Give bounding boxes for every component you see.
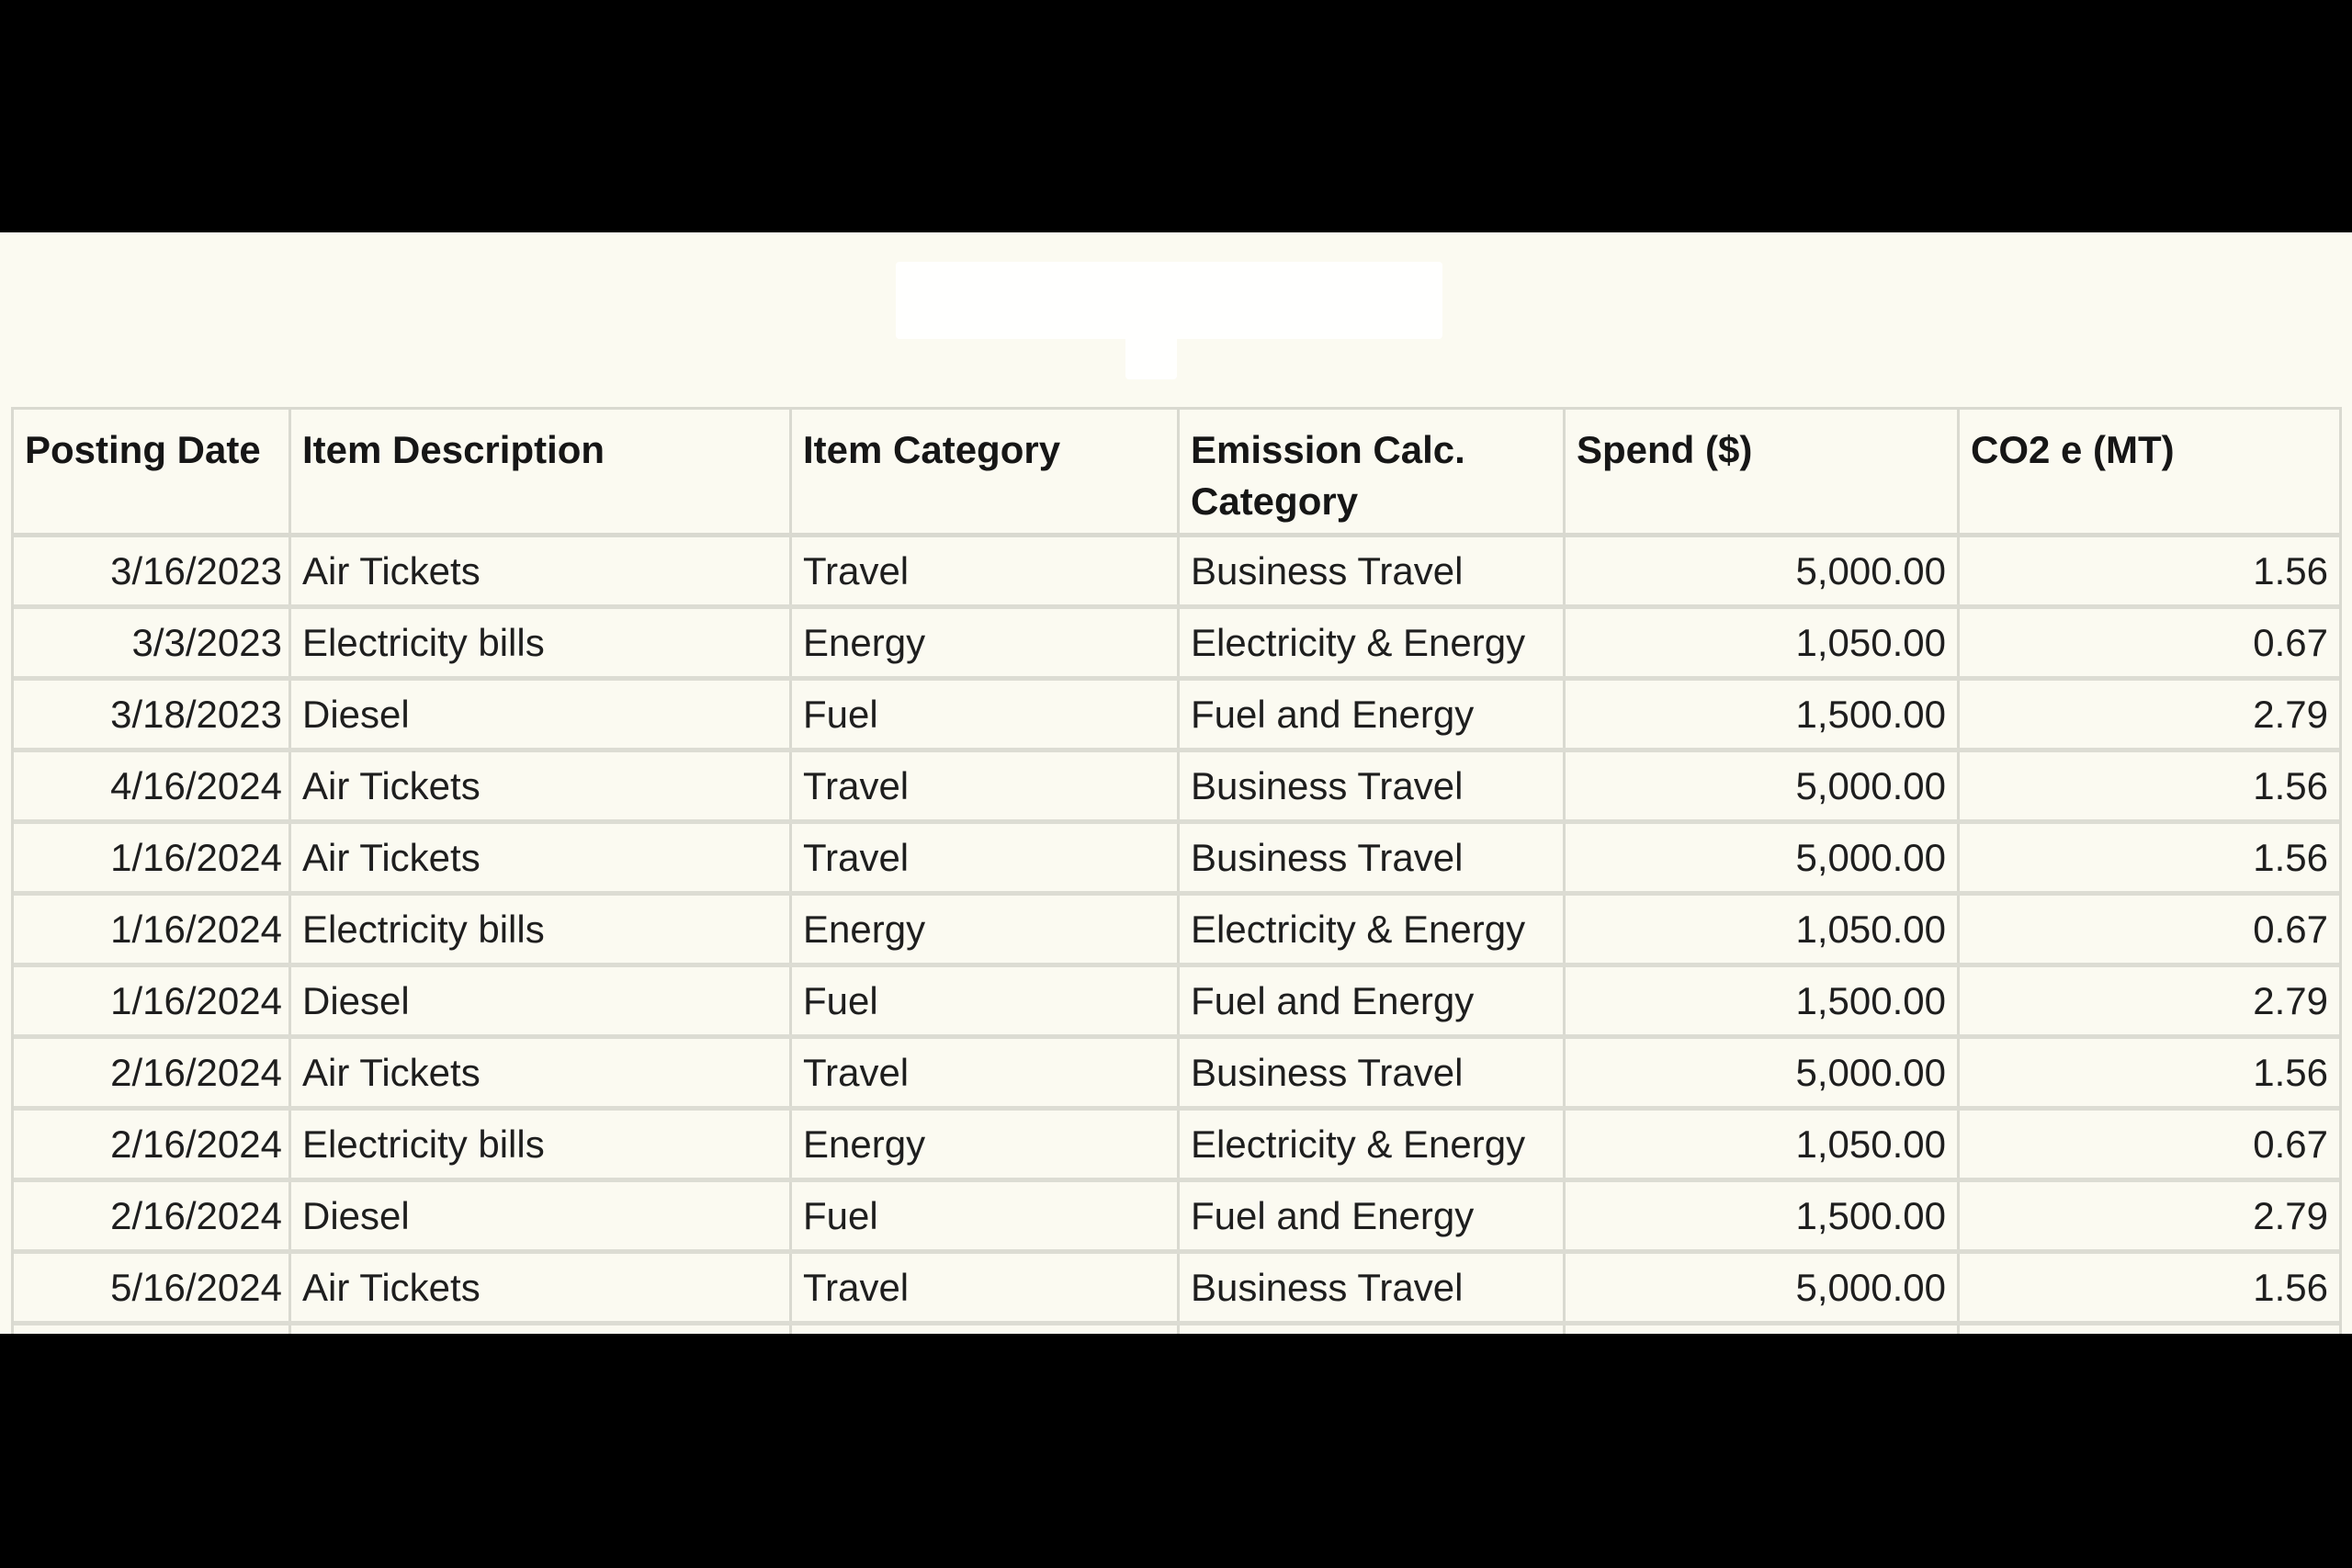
blank-title-block bbox=[896, 262, 1442, 339]
cell-item-category[interactable]: Travel bbox=[789, 752, 1177, 819]
cell-item-description[interactable]: Air Tickets bbox=[288, 1039, 789, 1106]
cell-spend[interactable]: 5,000.00 bbox=[1563, 1254, 1957, 1321]
cell-item-description[interactable]: Diesel bbox=[288, 967, 789, 1034]
cell-spend[interactable]: 1,500.00 bbox=[1563, 681, 1957, 748]
report-canvas bbox=[0, 232, 2352, 1334]
cell-item-category[interactable]: Travel bbox=[789, 537, 1177, 604]
cell-item-category[interactable]: Fuel bbox=[789, 967, 1177, 1034]
cell-posting-date[interactable]: 1/16/2024 bbox=[110, 978, 282, 1022]
cell-item-category[interactable]: Energy bbox=[789, 1111, 1177, 1178]
cell-posting-date[interactable]: 1/16/2024 bbox=[110, 907, 282, 951]
cell-posting-date[interactable]: 2/16/2024 bbox=[110, 1122, 282, 1166]
header-co2e[interactable]: CO2 e (MT) bbox=[1957, 410, 2339, 533]
cell-posting-date[interactable]: 3/3/2023 bbox=[131, 620, 282, 664]
table-row[interactable] bbox=[14, 824, 2339, 896]
letterbox-bottom bbox=[0, 1334, 2352, 1568]
table-row[interactable] bbox=[14, 1182, 2339, 1254]
table-row[interactable] bbox=[14, 609, 2339, 681]
table-row[interactable] bbox=[14, 1111, 2339, 1182]
cell-item-description[interactable]: Air Tickets bbox=[288, 752, 789, 819]
cell-co2e[interactable]: 2.79 bbox=[1957, 681, 2339, 748]
table-row-partial bbox=[14, 1325, 2339, 1334]
cell-spend[interactable]: 5,000.00 bbox=[1563, 824, 1957, 891]
cell-spend[interactable]: 1,050.00 bbox=[1563, 1111, 1957, 1178]
cell-posting-date[interactable]: 2/16/2024 bbox=[110, 1050, 282, 1094]
cell-co2e[interactable]: 1.56 bbox=[1957, 824, 2339, 891]
cell-emission-calc-category[interactable]: Business Travel bbox=[1177, 1254, 1563, 1321]
cell-item-description[interactable]: Air Tickets bbox=[288, 537, 789, 604]
letterbox-top bbox=[0, 0, 2352, 232]
cell-item-description[interactable]: Air Tickets bbox=[288, 1254, 789, 1321]
cell-co2e[interactable]: 1.56 bbox=[1957, 537, 2339, 604]
cell-emission-calc-category[interactable]: Business Travel bbox=[1177, 824, 1563, 891]
table-row[interactable] bbox=[14, 896, 2339, 967]
cell-item-category[interactable]: Travel bbox=[789, 824, 1177, 891]
cell-emission-calc-category[interactable]: Electricity & Energy bbox=[1177, 1111, 1563, 1178]
cell-posting-date[interactable]: 2/16/2024 bbox=[110, 1193, 282, 1237]
cell-emission-calc-category[interactable]: Fuel and Energy bbox=[1177, 967, 1563, 1034]
cell-co2e[interactable]: 0.67 bbox=[1957, 1111, 2339, 1178]
header-posting-date[interactable]: Posting Date bbox=[25, 428, 261, 471]
cell-item-category[interactable]: Fuel bbox=[789, 1182, 1177, 1249]
header-item-description[interactable]: Item Description bbox=[288, 410, 789, 533]
cell-item-category[interactable]: Energy bbox=[789, 609, 1177, 676]
table-row[interactable] bbox=[14, 681, 2339, 752]
cell-item-category[interactable]: Travel bbox=[789, 1039, 1177, 1106]
cell-item-description[interactable]: Electricity bills bbox=[288, 609, 789, 676]
cell-item-category[interactable]: Travel bbox=[789, 1254, 1177, 1321]
cell-co2e[interactable]: 0.67 bbox=[1957, 896, 2339, 963]
cell-spend[interactable]: 5,000.00 bbox=[1563, 537, 1957, 604]
cell-spend[interactable]: 1,500.00 bbox=[1563, 967, 1957, 1034]
cell-co2e[interactable]: 2.79 bbox=[1957, 1182, 2339, 1249]
cell-posting-date[interactable]: 3/18/2023 bbox=[110, 692, 282, 736]
header-item-category[interactable]: Item Category bbox=[789, 410, 1177, 533]
table-body bbox=[14, 537, 2339, 1325]
cell-spend[interactable]: 1,050.00 bbox=[1563, 609, 1957, 676]
cell-item-description[interactable]: Diesel bbox=[288, 1182, 789, 1249]
cell-co2e[interactable]: 1.56 bbox=[1957, 1254, 2339, 1321]
cell-item-description[interactable]: Diesel bbox=[288, 681, 789, 748]
cell-co2e[interactable]: 1.56 bbox=[1957, 1039, 2339, 1106]
cell-item-description[interactable]: Electricity bills bbox=[288, 896, 789, 963]
cell-posting-date[interactable]: 5/16/2024 bbox=[110, 1265, 282, 1309]
header-emission-calc-category[interactable]: Emission Calc. Category bbox=[1177, 410, 1563, 533]
cell-spend[interactable]: 5,000.00 bbox=[1563, 752, 1957, 819]
cell-item-category[interactable]: Fuel bbox=[789, 681, 1177, 748]
table-row[interactable] bbox=[14, 537, 2339, 609]
table-row[interactable] bbox=[14, 1254, 2339, 1325]
table-row[interactable] bbox=[14, 1039, 2339, 1111]
cell-co2e[interactable]: 2.79 bbox=[1957, 967, 2339, 1034]
cell-item-description[interactable]: Air Tickets bbox=[288, 824, 789, 891]
cell-emission-calc-category[interactable]: Business Travel bbox=[1177, 1039, 1563, 1106]
cell-emission-calc-category[interactable]: Electricity & Energy bbox=[1177, 609, 1563, 676]
header-spend[interactable]: Spend ($) bbox=[1563, 410, 1957, 533]
cell-posting-date[interactable]: 1/16/2024 bbox=[110, 835, 282, 879]
cell-item-category[interactable]: Energy bbox=[789, 896, 1177, 963]
table-header-row bbox=[14, 410, 2339, 537]
cell-emission-calc-category[interactable]: Fuel and Energy bbox=[1177, 1182, 1563, 1249]
cell-item-description[interactable]: Electricity bills bbox=[288, 1111, 789, 1178]
cell-emission-calc-category[interactable]: Fuel and Energy bbox=[1177, 681, 1563, 748]
cell-emission-calc-category[interactable]: Business Travel bbox=[1177, 752, 1563, 819]
cell-co2e[interactable]: 0.67 bbox=[1957, 609, 2339, 676]
cell-spend[interactable]: 5,000.00 bbox=[1563, 1039, 1957, 1106]
cell-emission-calc-category[interactable]: Electricity & Energy bbox=[1177, 896, 1563, 963]
emissions-table bbox=[11, 407, 2342, 1334]
blank-title-block-notch bbox=[1125, 332, 1177, 379]
cell-posting-date[interactable]: 3/16/2023 bbox=[110, 548, 282, 592]
cell-spend[interactable]: 1,500.00 bbox=[1563, 1182, 1957, 1249]
table-row[interactable] bbox=[14, 752, 2339, 824]
cell-spend[interactable]: 1,050.00 bbox=[1563, 896, 1957, 963]
table-row[interactable] bbox=[14, 967, 2339, 1039]
cell-emission-calc-category[interactable]: Business Travel bbox=[1177, 537, 1563, 604]
cell-posting-date[interactable]: 4/16/2024 bbox=[110, 763, 282, 807]
cell-co2e[interactable]: 1.56 bbox=[1957, 752, 2339, 819]
